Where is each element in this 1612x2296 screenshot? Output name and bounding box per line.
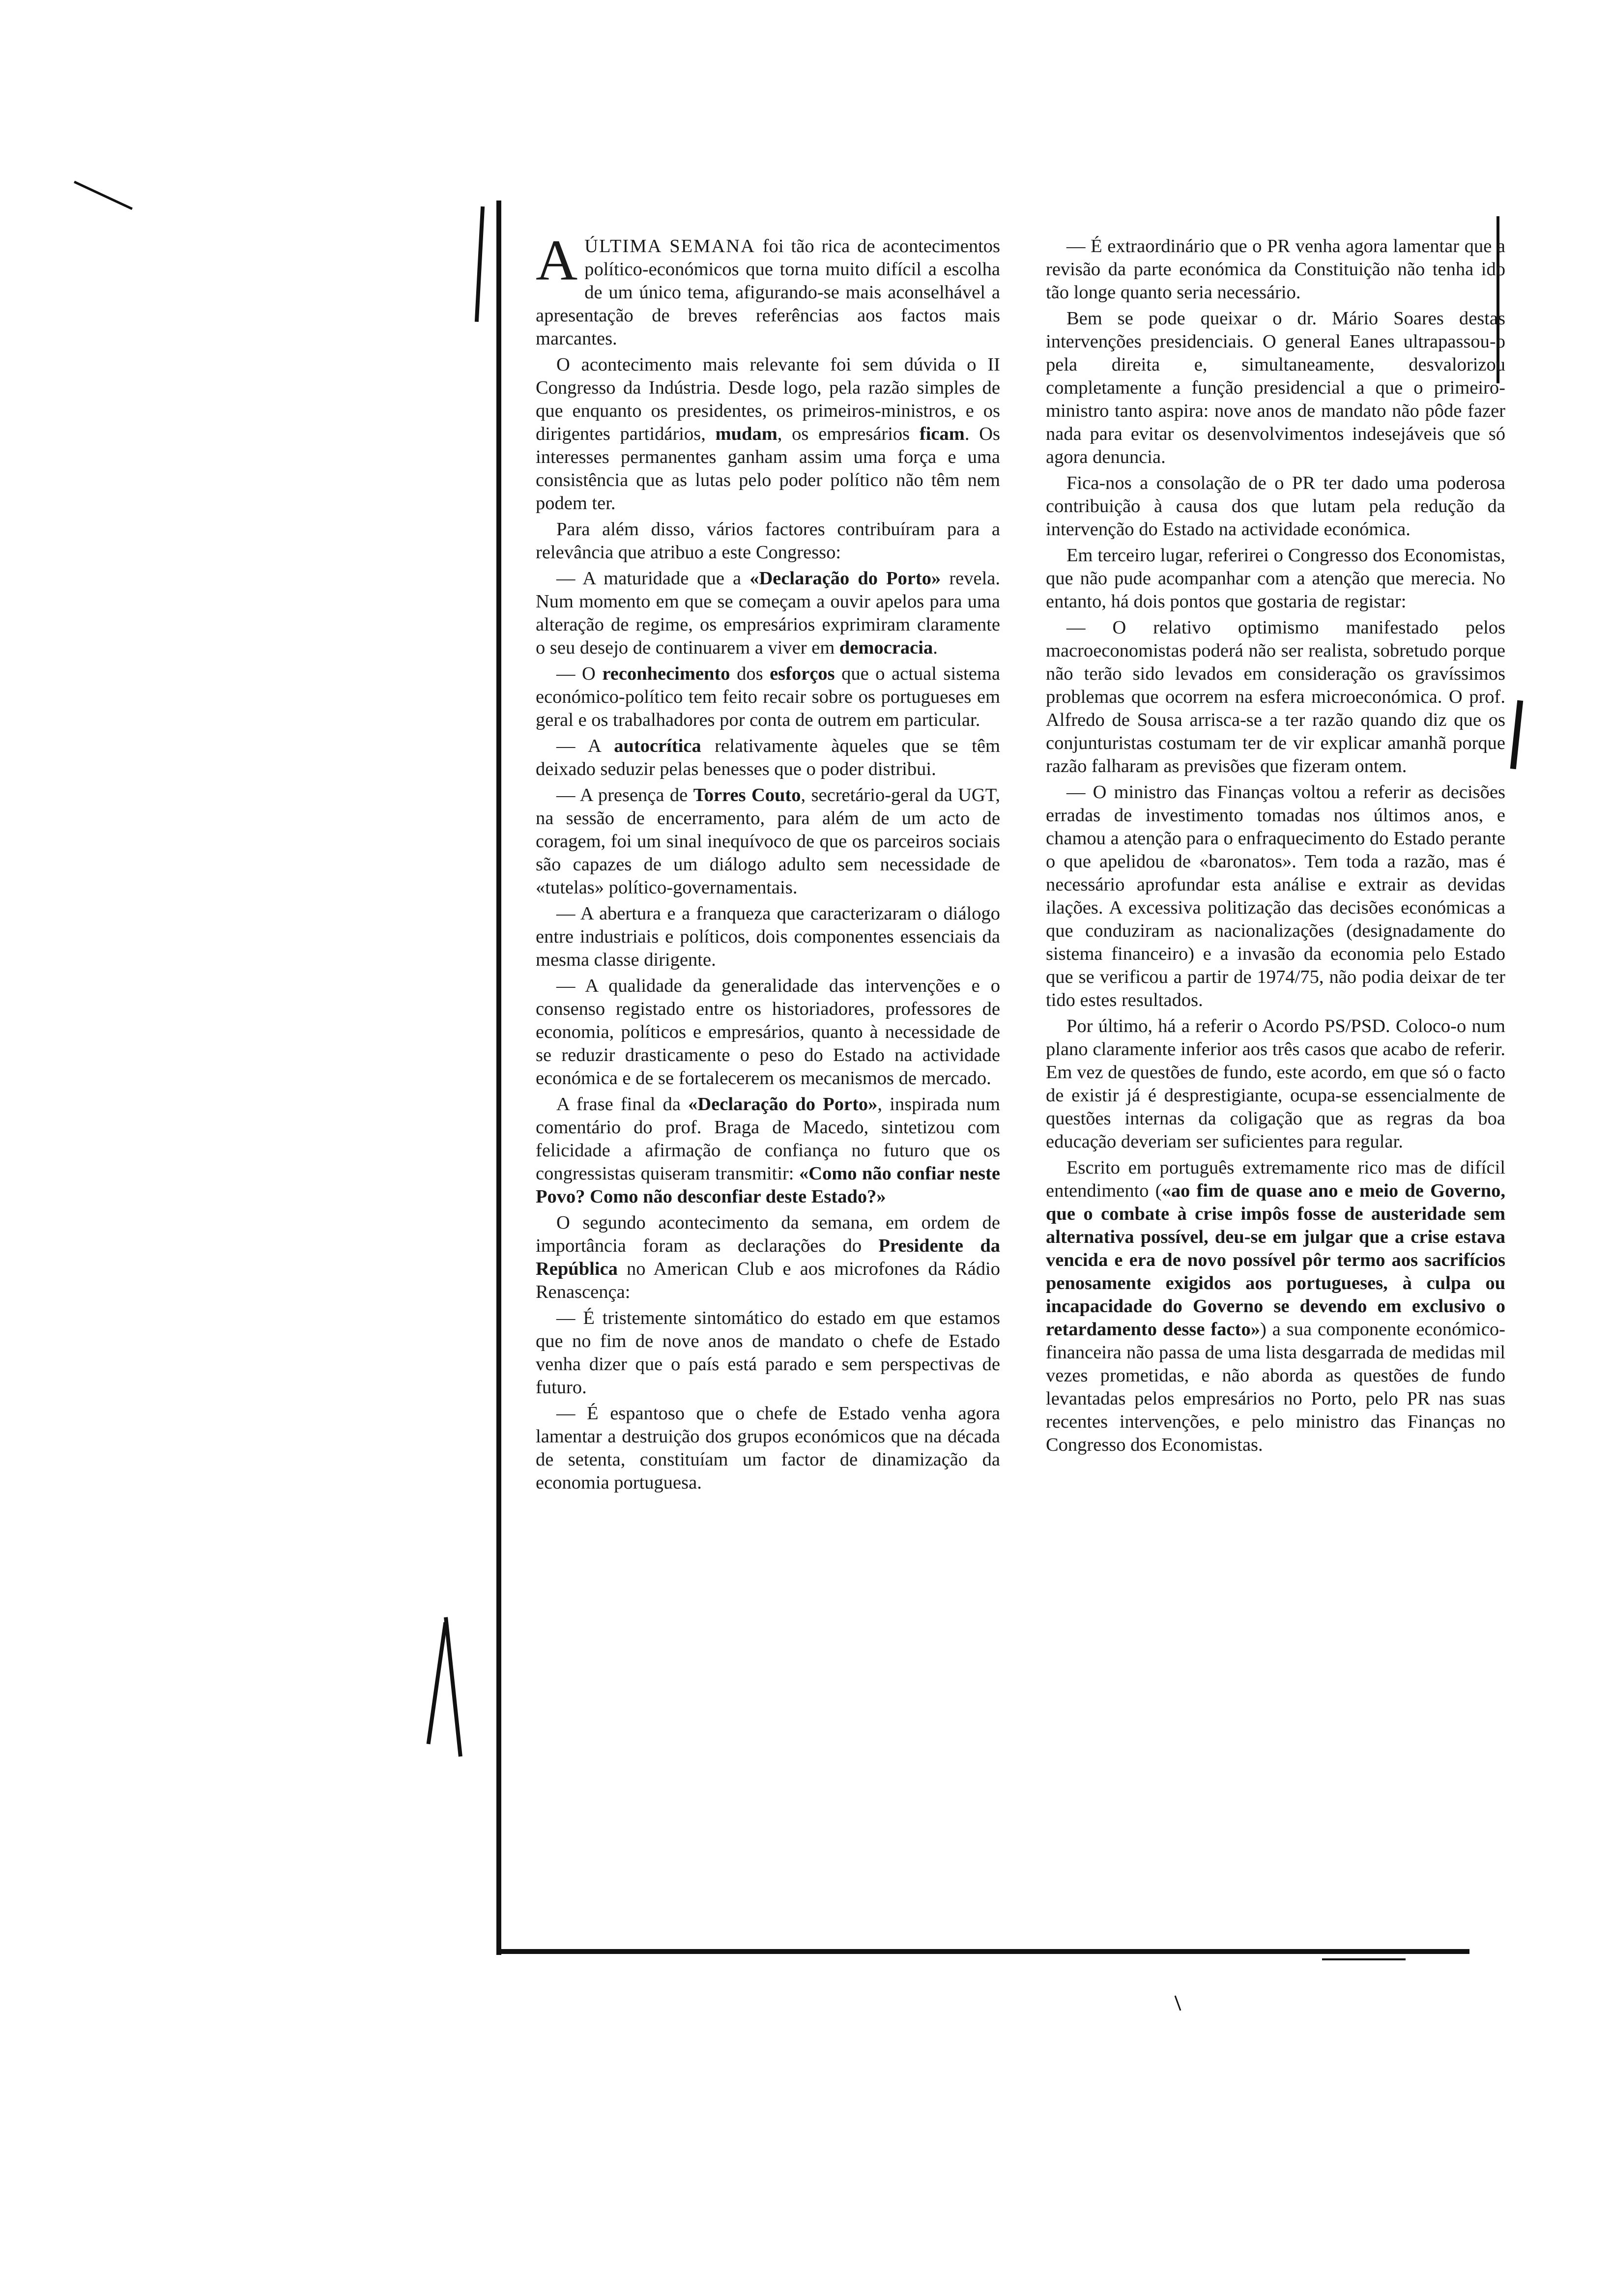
article-paragraph <box>1046 235 1505 304</box>
paragraph-text: — A abertura e a franqueza que caracterizaram o diálogo entre industriais e políticos, dois componentes essenciais da mesma classe dirigente. <box>536 903 1000 970</box>
article-column-left <box>536 228 1001 1497</box>
margin-pen-stroke <box>444 1617 462 1756</box>
right-column-body <box>1046 235 1505 1457</box>
bold-text: Torres Couto <box>693 785 801 805</box>
article-paragraph <box>1046 1156 1505 1457</box>
paragraph-text: Bem se pode queixar o dr. Mário Soares destas intervenções presidenciais. O general Eanes ultrapassou-o pela direita e, simultaneamente, desvalorizou completamente a função presidencial a que o primeiro-ministro tanto aspira: nove anos de mandato não pôde fazer nada para evitar os desenvolvimentos indesejáveis que só agora denuncia. <box>1046 308 1505 467</box>
paragraph-text: Escrito em português extremamente rico mas de difícil entendimento ( <box>1046 1157 1505 1201</box>
article-paragraph <box>1046 544 1505 613</box>
article-paragraph <box>536 735 1000 781</box>
paragraph-text: ) a sua componente económico-financeira não passa de uma lista desgarrada de medidas mil vezes prometidas, e não aborda as questões de fundo levantadas pelos empresários no Porto, pelo PR nas suas recentes intervenções, e pelo ministro das Finanças no Congresso dos Economistas. <box>1046 1319 1505 1455</box>
paragraph-text: Para além disso, vários factores contribuíram para a relevância que atribuo a este Congresso: <box>536 519 1000 563</box>
paragraph-text: no American Club e aos microfones da Rádio Renascença: <box>536 1259 1000 1302</box>
margin-pen-stroke <box>1322 1958 1406 1960</box>
paragraph-text: , inspirada num comentário do prof. Braga de Macedo, sintetizou com felicidade a afirmação de confiança no futuro que os congressistas quiseram transmitir: <box>536 1094 1000 1184</box>
article-paragraph <box>1046 1015 1505 1153</box>
paragraph-text: — É espantoso que o chefe de Estado venha agora lamentar a destruição dos grupos económicos que na década de setenta, constituíam um factor de dinamização da economia portuguesa. <box>536 1403 1000 1493</box>
paragraph-text: — O relativo optimismo manifestado pelos macroeconomistas poderá não ser realista, sobretudo porque não terão sido levados em consideração os gravíssimos problemas que ocorrem na esfera microeconómica. O prof. Alfredo de Sousa arrisca-se a ter razão quando diz que os conjunturistas costumam ter de vir explicar amanhã porque razão falharam as previsões que fizeram ontem. <box>1046 617 1505 776</box>
article-paragraph <box>1046 307 1505 469</box>
paragraph-text: Por último, há a referir o Acordo PS/PSD. Coloco-o num plano claramente inferior aos três casos que acabo de referir. Em vez de questões de fundo, este acordo, em que só o facto de existir já é desprestigiante, ocupa-se essencialmente de questões internas da coligação que as regras da boa educação deveriam ser suficientes para regular. <box>1046 1016 1505 1152</box>
column-frame-bottom-rule <box>496 1949 1469 1954</box>
paragraph-text: — A presença de <box>556 785 693 805</box>
bold-text: «Declaração do Porto» <box>749 568 941 589</box>
paragraph-text: Fica-nos a consolação de o PR ter dado uma poderosa contribuição à causa dos que lutam pela redução da intervenção do Estado na actividade económica. <box>1046 473 1505 540</box>
left-column-body <box>536 353 1000 1494</box>
paragraph-text: . Os interesses permanentes ganham assim uma força e uma consistência que as lutas pelo poder político não têm nem podem ter. <box>536 424 1000 514</box>
article-paragraph <box>536 567 1000 660</box>
article-paragraph <box>536 1402 1000 1494</box>
bold-text: mudam <box>715 424 777 444</box>
bold-text: democracia <box>839 637 933 658</box>
paragraph-text: que o actual sistema económico-político tem feito recair sobre os portugueses em geral e os trabalhadores por conta de outrem em particular. <box>536 663 1001 730</box>
paragraph-text: , secretário-geral da UGT, na sessão de encerramento, para além de um acto de coragem, foi um sinal inequívoco de que os parceiros sociais são capazes de um diálogo adulto sem necessidade de «tutelas» político-governamentais. <box>536 785 1000 898</box>
bold-text: «Como não confiar neste Povo? Como não desconfiar deste Estado?» <box>536 1163 1000 1207</box>
bold-text: Presidente da República <box>536 1235 1000 1279</box>
article-paragraph <box>1046 781 1505 1012</box>
article-paragraph <box>536 975 1000 1090</box>
paragraph-text: — A maturidade que a <box>556 568 750 589</box>
margin-pen-stroke <box>1175 1995 1181 2010</box>
paragraph-text: — A <box>556 736 614 756</box>
paragraph-text: O segundo acontecimento da semana, em ordem de importância foram as declarações do <box>536 1212 1000 1256</box>
bold-text: ficam <box>919 424 965 444</box>
margin-pen-stroke <box>1510 700 1524 769</box>
paragraph-text: dos <box>730 663 770 684</box>
article-column-right <box>1046 235 1505 1460</box>
paragraph-text: relativamente àqueles que se têm deixado seduzir pelas benesses que o poder distribui. <box>536 736 1001 779</box>
article-paragraph <box>1046 472 1505 541</box>
drop-cap: A <box>536 228 578 292</box>
paragraph-text: — O ministro das Finanças voltou a referir as decisões erradas de investimento tomadas nos últimos anos, e chamou a atenção para o enfraquecimento do Estado perante o que apelidou de «baronatos». Tem toda a razão, mas é necessário aprofundar esta análise e extrair as devidas ilações. A excessiva politização das decisões económicas a que conduziram as nacionalizações (designadamente do sistema financeiro) e a invasão da economia pelo Estado que se verificou a partir de 1974/75, não podia deixar de ter tido estes resultados. <box>1046 782 1505 1010</box>
bold-text: «ao fim de quase ano e meio de Governo, que o combate à crise impôs fosse de austeridade sem alternativa possível, deu-se em julgar que a crise estava vencida e era de novo possível pôr termo aos sacrifícios penosamente exigidos aos portugueses, à culpa ou incapacidade do Governo se devendo em exclusivo o retardamento desse facto» <box>1046 1180 1505 1340</box>
paragraph-text: — A qualidade da generalidade das intervenções e o consenso registado entre os historiadores, professores de economia, políticos e empresários, quanto à necessidade de se reduzir drasticamente o peso do Estado na actividade económica e de se fortalecerem os mecanismos de mercado. <box>536 976 1000 1089</box>
paragraph-text: A frase final da <box>556 1094 689 1115</box>
article-paragraph <box>536 784 1000 899</box>
paragraph-text: . <box>933 637 938 658</box>
article-paragraph <box>536 518 1000 564</box>
lead-caps: ÚLTIMA SEMANA <box>584 236 755 257</box>
article-paragraph <box>536 902 1000 972</box>
margin-pen-stroke <box>475 206 485 322</box>
paragraph-text: O acontecimento mais relevante foi sem dúvida o II Congresso da Indústria. Desde logo, pela razão simples de que enquanto os presidentes, os primeiros-ministros, e os dirigentes partidários, <box>536 354 1000 444</box>
margin-pen-stroke <box>74 181 133 210</box>
article-paragraph <box>536 1093 1000 1208</box>
column-frame-left-rule <box>496 201 501 1955</box>
paragraph-text: — É tristemente sintomático do estado em que estamos que no fim de nove anos de mandato o chefe de Estado venha dizer que o país está parado e sem perspectivas de futuro. <box>536 1308 1000 1398</box>
article-paragraph <box>1046 616 1505 778</box>
paragraph-text: revela. Num momento em que se começam a ouvir apelos para uma alteração de regime, os empresários exprimiram claramente o seu desejo de continuarem a viver em <box>536 568 1000 658</box>
paragraph-text: Em terceiro lugar, referirei o Congresso dos Economistas, que não pude acompanhar com a atenção que merecia. No entanto, há dois pontos que gostaria de registar: <box>1046 545 1505 612</box>
bold-text: reconhecimento <box>602 663 730 684</box>
bold-text: esforços <box>770 663 835 684</box>
article-paragraph <box>536 662 1000 732</box>
margin-pen-stroke <box>427 1622 448 1745</box>
article-paragraph <box>536 353 1000 515</box>
article-paragraph <box>536 1307 1000 1399</box>
paragraph-text: — É extraordinário que o PR venha agora lamentar que a revisão da parte económica da Constituição não tenha ido tão longe quanto seria necessário. <box>1046 236 1505 303</box>
bold-text: «Declaração do Porto» <box>688 1094 878 1115</box>
article-lead-paragraph <box>536 228 1001 350</box>
lead-text: foi tão rica de acontecimentos político-económicos que torna muito difícil a escolha de um único tema, afigurando-se mais aconselhável a apresentação de breves referências aos factos mais marcantes. <box>536 236 1001 349</box>
article-paragraph <box>536 1211 1000 1304</box>
paragraph-text: , os empresários <box>777 424 920 444</box>
bold-text: autocrítica <box>614 736 701 756</box>
paragraph-text: — O <box>556 663 603 684</box>
